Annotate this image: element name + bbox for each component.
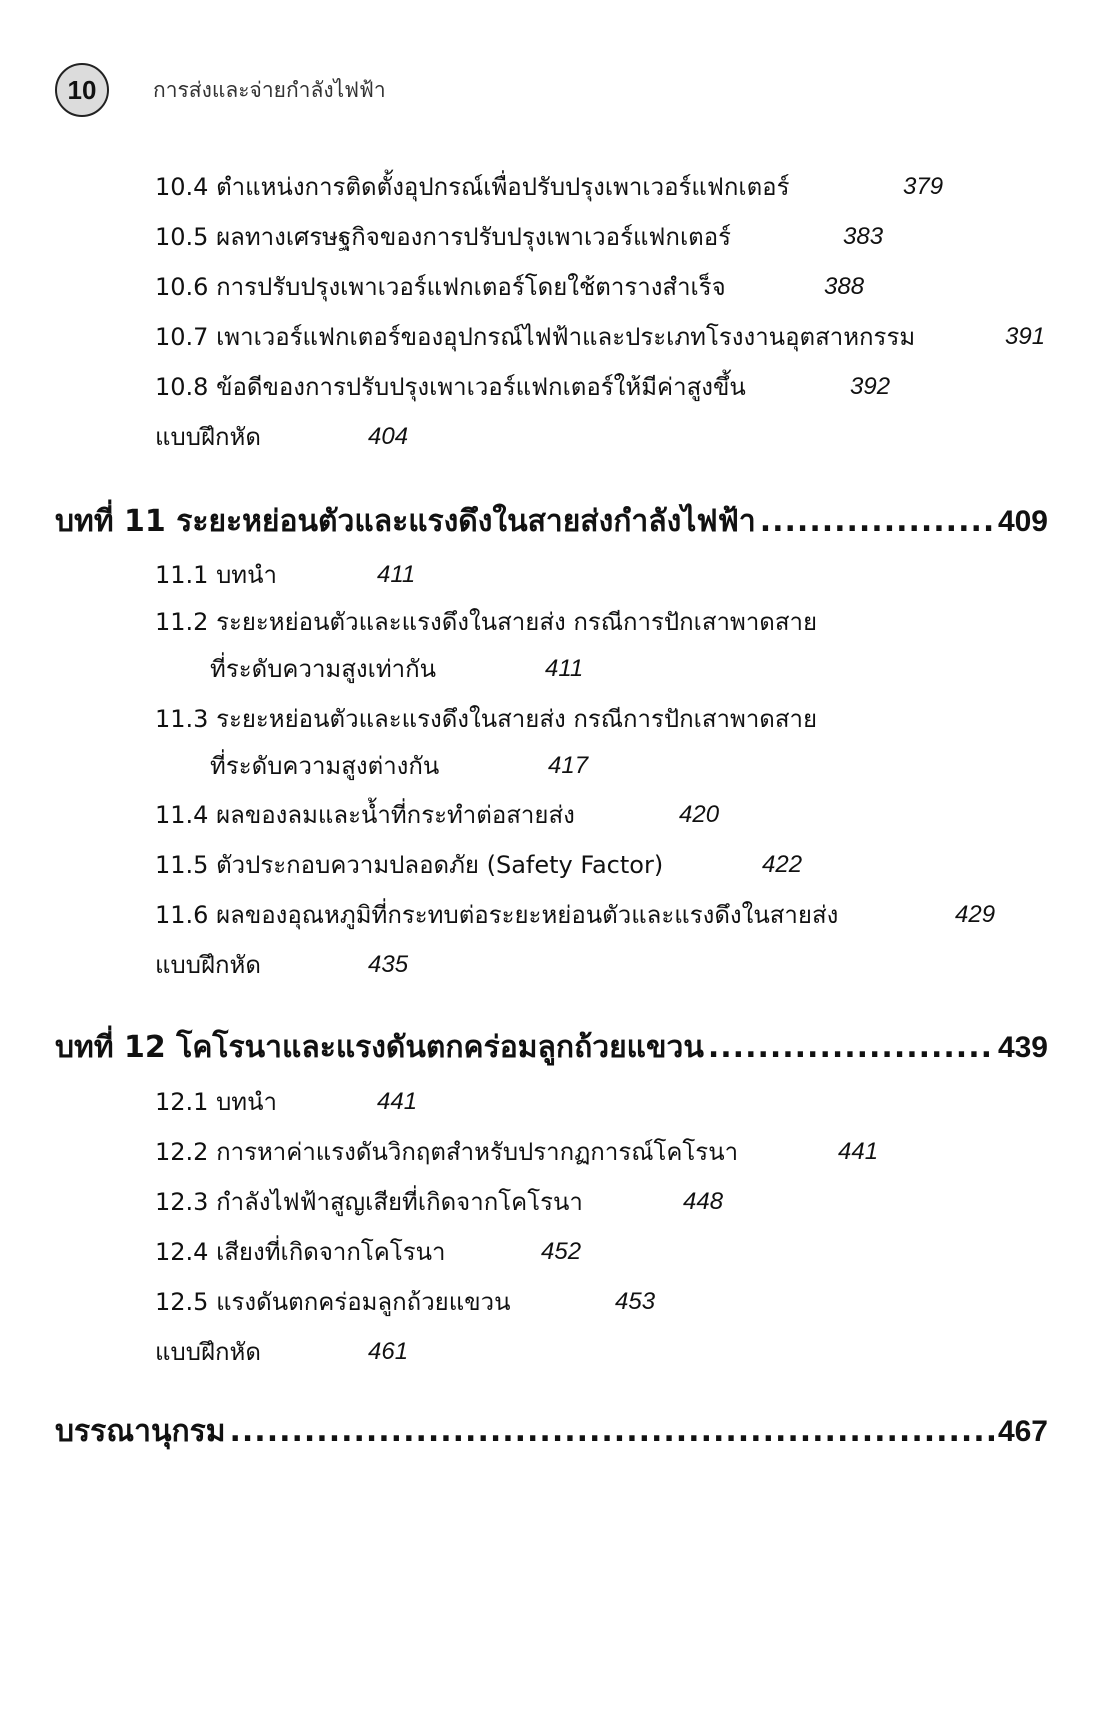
- toc-entry-12-5[interactable]: 12.5 แรงดันตกคร่อมลูกถ้วยแขวน: [155, 1288, 511, 1316]
- toc-page-11-4: 420: [679, 801, 720, 828]
- page-header: [55, 62, 386, 118]
- toc-entry-10-7[interactable]: 10.7 เพาเวอร์แฟกเตอร์ของอุปกรณ์ไฟฟ้าและประเภทโรงงานอุตสาหกรรม: [155, 323, 916, 351]
- toc-page-12-3: 448: [683, 1188, 724, 1215]
- dot-leader: [230, 1412, 994, 1452]
- toc-entry-11-1[interactable]: 11.1 บทนำ: [155, 561, 278, 589]
- toc-entry-10-6[interactable]: 10.6 การปรับปรุงเพาเวอร์แฟกเตอร์โดยใช้ตารางสำเร็จ: [155, 273, 726, 301]
- toc-entry-10-8[interactable]: 10.8 ข้อดีของการปรับปรุงเพาเวอร์แฟกเตอร์ให้มีค่าสูงขึ้น: [155, 373, 746, 401]
- toc-entry-11-2-cont[interactable]: ที่ระดับความสูงเท่ากัน: [210, 655, 437, 683]
- toc-page-12-1: 441: [377, 1088, 418, 1115]
- toc-entry-12-4[interactable]: 12.4 เสียงที่เกิดจากโคโรนา: [155, 1238, 446, 1266]
- toc-page-12-5: 453: [615, 1288, 656, 1315]
- toc-page-10-8: 392: [850, 373, 891, 400]
- toc-page-10-exercises: 404: [368, 423, 409, 450]
- toc-page-11-5: 422: [762, 851, 803, 878]
- toc-page-11-6: 429: [955, 901, 996, 928]
- toc-entry-11-4[interactable]: 11.4 ผลของลมและน้ำที่กระทำต่อสายส่ง: [155, 801, 575, 829]
- toc-page-10-4: 379: [903, 173, 944, 200]
- toc-entry-10-exercises[interactable]: แบบฝึกหัด: [155, 423, 261, 451]
- running-title: การส่งและจ่ายกำลังไฟฟ้า: [153, 77, 386, 102]
- chapter-12-page: 439: [997, 1031, 1048, 1064]
- toc-bibliography[interactable]: [55, 1412, 1048, 1452]
- chapter-11-page: 409: [997, 505, 1048, 538]
- toc-entry-11-6[interactable]: 11.6 ผลของอุณหภูมิที่กระทบต่อระยะหย่อนตัวและแรงดึงในสายส่ง: [155, 901, 839, 929]
- chapter-12-title: บทที่ 12 โคโรนาและแรงดันตกคร่อมลูกถ้วยแขวน: [55, 1030, 704, 1065]
- dot-leader: [708, 1028, 994, 1068]
- toc-entry-11-5[interactable]: 11.5 ตัวประกอบความปลอดภัย (Safety Factor): [155, 851, 664, 879]
- toc-page-10-7: 391: [1005, 323, 1046, 350]
- toc-chapter-12[interactable]: [55, 1028, 1048, 1068]
- toc-page-11-2: 411: [545, 655, 584, 682]
- bibliography-title: บรรณานุกรม: [55, 1414, 226, 1449]
- toc-entry-10-4[interactable]: 10.4 ตำแหน่งการติดตั้งอุปกรณ์เพื่อปรับปรุงเพาเวอร์แฟกเตอร์: [155, 173, 790, 201]
- toc-entry-12-1[interactable]: 12.1 บทนำ: [155, 1088, 278, 1116]
- toc-page-11-3: 417: [548, 752, 589, 779]
- dot-leader: [760, 502, 994, 542]
- toc-entry-11-2[interactable]: 11.2 ระยะหย่อนตัวและแรงดึงในสายส่ง กรณีการปักเสาพาดสาย: [155, 608, 818, 636]
- toc-chapter-11[interactable]: [55, 502, 1048, 542]
- chapter-11-title: บทที่ 11 ระยะหย่อนตัวและแรงดึงในสายส่งกำลังไฟฟ้า: [55, 504, 756, 539]
- toc-entry-11-exercises[interactable]: แบบฝึกหัด: [155, 951, 261, 979]
- toc-entry-11-3-cont[interactable]: ที่ระดับความสูงต่างกัน: [210, 752, 440, 780]
- toc-page-10-6: 388: [824, 273, 865, 300]
- toc-entry-11-3[interactable]: 11.3 ระยะหย่อนตัวและแรงดึงในสายส่ง กรณีการปักเสาพาดสาย: [155, 705, 818, 733]
- toc-page-11-1: 411: [377, 561, 416, 588]
- page-number-badge: 10: [55, 63, 109, 117]
- toc-page-12-2: 441: [838, 1138, 879, 1165]
- toc-page-11-exercises: 435: [368, 951, 409, 978]
- toc-entry-12-3[interactable]: 12.3 กำลังไฟฟ้าสูญเสียที่เกิดจากโคโรนา: [155, 1188, 583, 1216]
- toc-entry-10-5[interactable]: 10.5 ผลทางเศรษฐกิจของการปรับปรุงเพาเวอร์แฟกเตอร์: [155, 223, 732, 251]
- toc-entry-12-exercises[interactable]: แบบฝึกหัด: [155, 1338, 261, 1366]
- toc-page-10-5: 383: [843, 223, 884, 250]
- bibliography-page: 467: [997, 1415, 1048, 1448]
- toc-page-12-4: 452: [541, 1238, 582, 1265]
- toc-entry-12-2[interactable]: 12.2 การหาค่าแรงดันวิกฤตสำหรับปรากฏการณ์โคโรนา: [155, 1138, 739, 1166]
- toc-page-12-exercises: 461: [368, 1338, 409, 1365]
